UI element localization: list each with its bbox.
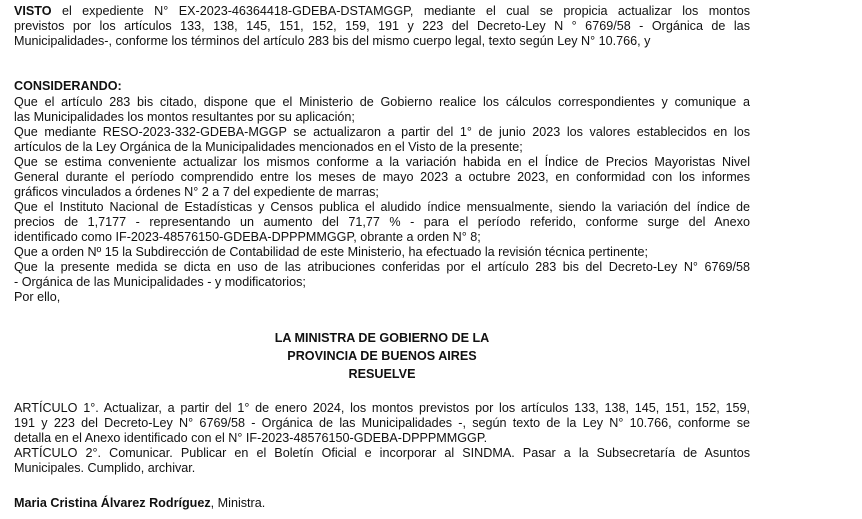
signature-title: , Ministra. bbox=[210, 496, 266, 510]
considerando-line: Que el Instituto Nacional de Estadísticas y Censos publica el aludido índice mensualmente, siendo la variación del índice de bbox=[14, 200, 750, 214]
visto-line-2: previstos por los artículos 133, 138, 145, 151, 152, 159, 191 y 223 del Decreto-Ley N ° 6769/58 - Orgánica de las bbox=[14, 19, 750, 33]
articles-body bbox=[14, 401, 750, 476]
signature-name: Maria Cristina Álvarez Rodríguez bbox=[14, 496, 211, 510]
article-line: Municipales. Cumplido, archivar. bbox=[14, 461, 196, 475]
considerando-line: gráficos vinculados a órdenes N° 2 a 7 del expediente de marras; bbox=[14, 185, 379, 199]
article-line: ARTÍCULO 1°. Actualizar, a partir del 1° de enero 2024, los montos previstos por los artículos 133, 138, 145, 151, 152, 159, bbox=[14, 401, 750, 415]
considerando-line: Por ello, bbox=[14, 290, 61, 304]
resolution-header-line-2: PROVINCIA DE BUENOS AIRES bbox=[287, 349, 477, 363]
visto-paragraph bbox=[14, 4, 750, 49]
considerando-line: General durante el período comprendido entre los meses de mayo 2023 a octubre 2023, en conformidad con los informes bbox=[14, 170, 750, 184]
considerando-line: Que a orden Nº 15 la Subdirección de Contabilidad de este Ministerio, ha efectuado la revisión técnica pertinente; bbox=[14, 245, 648, 259]
considerando-line: identificado como IF-2023-48576150-GDEBA-DPPPMMGGP, obrante a orden N° 8; bbox=[14, 230, 481, 244]
considerando-line: precios de 1,7177 - representando un aumento del 71,77 % - para el período referido, conforme surge del Anexo bbox=[14, 215, 750, 229]
resolution-header-line-3: RESUELVE bbox=[348, 367, 416, 381]
considerando-line: - Orgánica de las Municipalidades - y modificatorios; bbox=[14, 275, 306, 289]
resolution-header-line-1: LA MINISTRA DE GOBIERNO DE LA bbox=[274, 331, 490, 345]
visto-line-1: VISTO el expediente N° EX-2023-46364418-GDEBA-DSTAMGGP, mediante el cual se propicia actualizar los montos bbox=[14, 4, 750, 18]
considerando-body bbox=[14, 95, 750, 305]
article-line: ARTÍCULO 2°. Comunicar. Publicar en el Boletín Oficial e incorporar al SINDMA. Pasar a la Subsecretaría de Asuntos bbox=[14, 446, 750, 460]
considerando-line: Que se estima conveniente actualizar los mismos conforme a la variación habida en el Índice de Precios Mayoristas Nivel bbox=[14, 155, 750, 169]
considerando-line: Que la presente medida se dicta en uso de las atribuciones conferidas por el artículo 283 bis del Decreto-Ley N° 6769/58 bbox=[14, 260, 750, 274]
visto-line-3: Municipalidades-, conforme los términos del artículo 283 bis del mismo cuerpo legal, texto según Ley N° 10.766, y bbox=[14, 34, 651, 48]
visto-label: VISTO bbox=[14, 4, 52, 18]
considerando-line: las Municipalidades los montos resultantes por su aplicación; bbox=[14, 110, 355, 124]
considerando-line: Que mediante RESO-2023-332-GDEBA-MGGP se actualizaron a partir del 1° de junio 2023 los valores establecidos en los bbox=[14, 125, 750, 139]
article-line: detalla en el Anexo identificado con el N° IF-2023-48576150-GDEBA-DPPPMMGGP. bbox=[14, 431, 488, 445]
considerando-line: artículos de la Ley Orgánica de la Municipalidades mencionados en el Visto de la presente; bbox=[14, 140, 523, 154]
considerando-line: Que el artículo 283 bis citado, dispone que el Ministerio de Gobierno realice los cálculos correspondientes y comunique a bbox=[14, 95, 750, 109]
considerando-heading: CONSIDERANDO: bbox=[14, 79, 122, 93]
article-line: 191 y 223 del Decreto-Ley N° 6769/58 - Orgánica de las Municipalidades -, según texto de la Ley N° 10.766, conforme se bbox=[14, 416, 750, 430]
signature-line bbox=[14, 496, 750, 511]
